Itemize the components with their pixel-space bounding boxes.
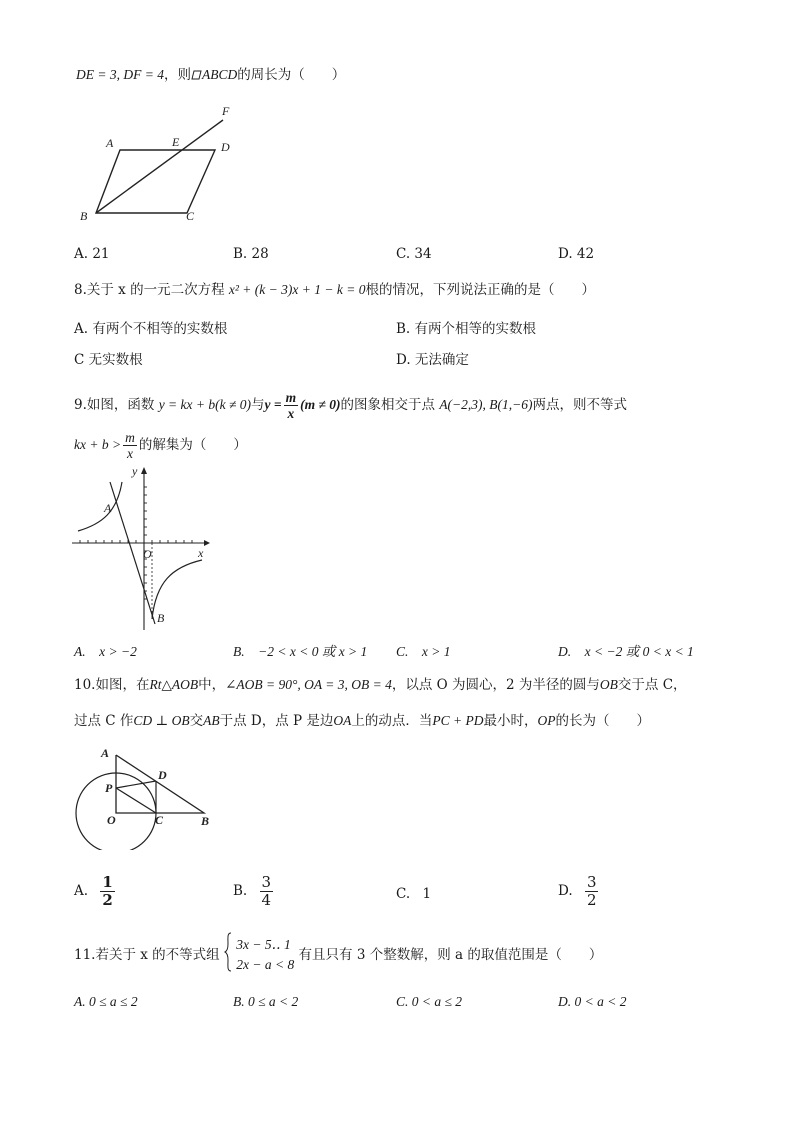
q9-line2-tail: 的解集为（ ） [138,437,247,453]
label-B: B [157,611,165,625]
q10-math: AB [203,713,220,728]
q10-math: OB [599,677,618,692]
q10-math: CD ⊥ OB [133,713,190,728]
q9-linear-function: y = kx + b(k ≠ 0) [158,397,252,412]
q10-text: 上的动点．当 [351,713,433,729]
label-C: C [186,209,195,223]
label-E: E [172,135,180,149]
label-A: A [106,136,114,150]
q10-text: 交于点 C， [617,677,687,693]
q11-stem [74,932,602,978]
q10-math: PC + PD [432,713,484,728]
label-y: y [132,464,138,478]
q10-option-c[interactable]: C. 1 [396,886,432,902]
label-x: x [198,546,204,560]
q7-stem-tail: 的周长为（ ） [237,67,346,83]
q8-option-a[interactable]: A. 有两个不相等的实数根 [74,321,228,337]
q11-system [236,935,294,975]
q10-math: OA [333,713,352,728]
q10-math: Rt△AOB [149,677,199,692]
q7-figure [76,100,246,234]
q9-line1-tail: 两点，则不等式 [532,397,628,413]
q8-option-d[interactable]: D. 无法确定 [396,352,469,368]
q7-option-c[interactable]: C. 34 [396,246,432,262]
brace-icon [224,932,232,978]
label-P: P [105,781,113,795]
q8-stem [74,281,595,299]
parallelogram-symbol-icon [191,67,202,76]
q10-text: 的长为（ ） [555,713,651,729]
q10-math: OP [537,713,556,728]
label-A: A [101,746,110,760]
q10-text: ，以点 O 为圆心，2 为半径的圆与 [391,677,600,693]
q9-line2-lhs: kx + b > [74,437,122,452]
triangle-circle-figure [70,745,220,850]
q9-figure [72,462,212,636]
q11-option-c[interactable]: C. 0 < a ≤ 2 [396,994,463,1009]
q9-option-c[interactable]: C. x > 1 [396,644,451,659]
q8-option-c[interactable]: C 无实数根 [74,352,143,368]
q9-option-b[interactable]: B. −2 < x < 0 或 x > 1 [233,644,368,659]
q10-text: 交 [189,713,204,729]
q11-option-b[interactable]: B. 0 ≤ a < 2 [233,994,299,1009]
q8-option-b[interactable]: B. 有两个相等的实数根 [396,321,537,337]
q9-line2-fraction: $\frac{m}{x}$ [125,430,135,461]
label-B: B [201,814,210,828]
q9-inverse-lhs: y = [264,397,282,412]
q10-figure [70,745,220,854]
q10-stem-line2 [74,712,650,730]
q11-ineq1: 3x − 5‥ 1 [236,937,291,952]
function-graph [72,462,212,632]
q7-stem-math2: ABCD [201,67,238,82]
q10-number: 10. [74,677,96,693]
q11-option-d[interactable]: D. 0 < a < 2 [558,994,627,1009]
q9-option-d[interactable]: D. x < −2 或 0 < x < 1 [558,644,694,659]
q10-stem-line1 [74,676,687,694]
q9-line1-mid: 与 [251,397,265,413]
q10-math: ∠AOB = 90°, OA = 3, OB = 4 [225,677,392,692]
label-B: B [80,209,88,223]
label-C: C [155,813,164,827]
q10-option-a[interactable]: A. $\frac{1}{2}$ [74,873,113,909]
q9-line1-post: 的图象相交于点 [340,397,436,413]
q10-text: 如图，在 [95,677,150,693]
q7-option-d[interactable]: D. 42 [558,246,595,262]
q10-option-d[interactable]: D. $\frac{3}{2}$ [558,873,597,909]
q7-option-b[interactable]: B. 28 [233,246,269,262]
q10-text: 过点 C 作 [74,713,134,729]
label-D: D [221,140,230,154]
label-O: O [143,547,152,561]
q10-option-b[interactable]: B. $\frac{3}{4}$ [233,873,272,909]
parallelogram-figure [76,100,246,230]
q8-number: 8. [74,282,87,298]
q7-stem-math: DE = 3, DF = 4 [76,67,164,82]
q9-number: 9. [74,397,87,413]
q9-inverse-fraction: $\frac{m}{x}$ [285,390,297,421]
q10-text: 中， [198,677,226,693]
q11-option-a[interactable]: A. 0 ≤ a ≤ 2 [74,994,138,1009]
q8-stem-pre: 关于 x 的一元二次方程 [86,282,225,298]
q9-points: A(−2,3), B(1,−6) [439,397,533,412]
label-A: A [104,501,112,515]
q9-inverse-cond: (m ≠ 0) [300,397,341,412]
q10-text: 最小时， [483,713,538,729]
q10-text: 于点 D，点 P 是边 [219,713,334,729]
q11-stem-post: 有且只有 3 个整数解，则 a 的取值范围是（ ） [298,947,603,963]
label-O: O [107,813,116,827]
q11-stem-pre: 11.若关于 x 的不等式组 [74,947,220,963]
q11-number: 11. [74,947,96,963]
q9-stem-line1 [74,388,627,422]
q9-line1-pre: 如图，函数 [86,397,155,413]
label-D: D [158,768,167,782]
q7-stem-text: ，则 [163,67,191,83]
q9-stem-line2 [74,428,247,462]
q8-stem-post: 根的情况，下列说法正确的是（ ） [365,282,595,298]
q7-stem [76,66,345,84]
q9-option-a[interactable]: A. x > −2 [74,644,137,659]
q11-ineq2: 2x − a < 8 [236,957,295,972]
label-F: F [222,104,230,118]
q8-equation: x² + (k − 3)x + 1 − k = 0 [228,282,366,297]
q7-option-a[interactable]: A. 21 [74,246,110,262]
